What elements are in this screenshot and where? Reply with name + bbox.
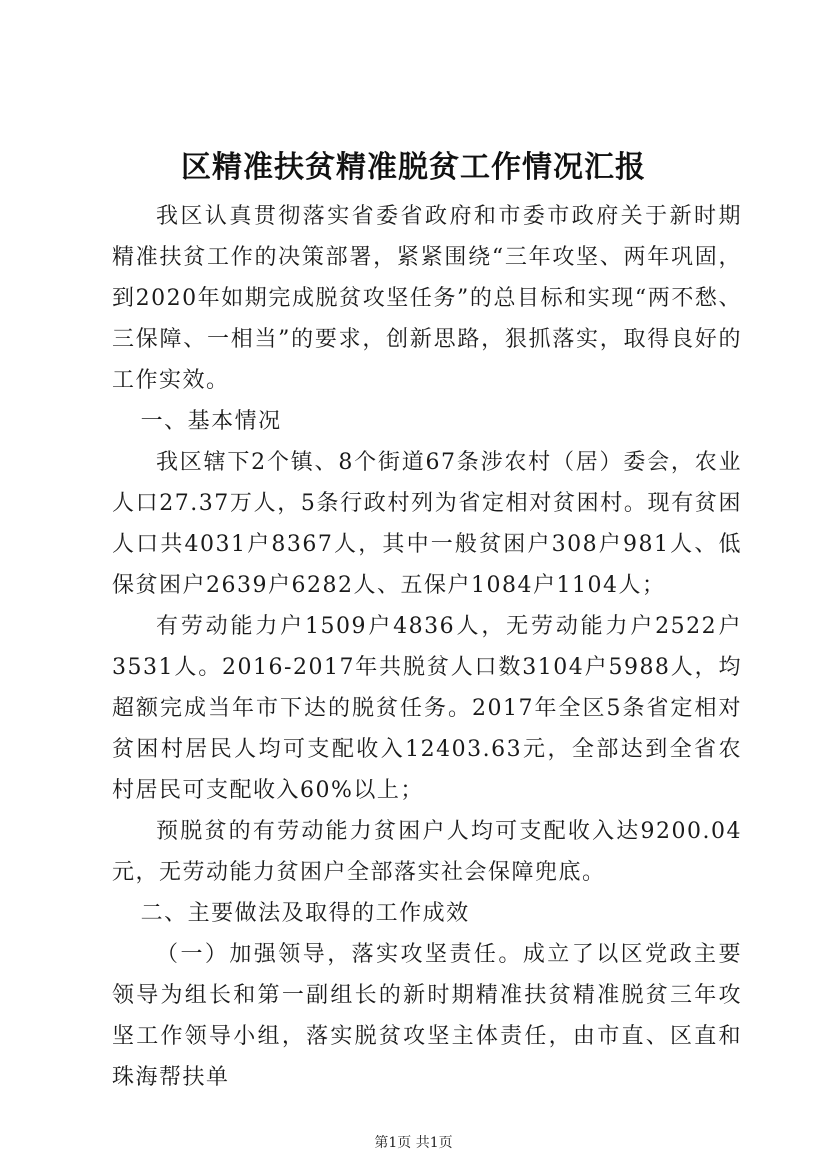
leadership-paragraph: （一）加强领导，落实攻坚责任。成立了以区党政主要领导为组长和第一副组长的新时期精准扶贫精准脱贫三年攻坚工作领导小组，落实脱贫攻坚主体责任，由市直、区直和珠海帮扶单 [112,942,742,1090]
intro-paragraph: 我区认真贯彻落实省委省政府和市委市政府关于新时期精准扶贫工作的决策部署，紧紧围绕“三年攻坚、两年巩固，到2020年如期完成脱贫攻坚任务”的总目标和实现“两不愁、三保障、一相当”的要求，创新思路，狠抓落实，取得良好的工作实效。 [112,204,742,393]
income-paragraph: 预脱贫的有劳动能力贫困户人均可支配收入达9200.04元，无劳动能力贫困户全部落实社会保障兜底。 [112,819,742,885]
basic-situation-paragraph: 我区辖下2个镇、8个街道67条涉农村（居）委会，农业人口27.37万人，5条行政村列为省定相对贫困村。现有贫困人口共4031户8367人，其中一般贫困户308户981人、低保贫困户2639户6282人、五保户1084户1104人； [112,450,742,598]
document-title: 区精准扶贫精准脱贫工作情况汇报 [181,150,646,185]
section-heading-main-practices: 二、主要做法及取得的工作成效 [140,901,470,926]
labor-capacity-paragraph: 有劳动能力户1509户4836人，无劳动能力户2522户3531人。2016-2017年共脱贫人口数3104户5988人，均超额完成当年市下达的脱贫任务。2017年全区5条省定相对贫困村居民人均可支配收入12403.63元，全部达到全省农村居民可支配收入60%以上； [112,614,742,803]
document-body [112,196,742,1098]
section-heading-basic-situation: 一、基本情况 [140,409,282,434]
page-footer: 第1页 共1页 [374,1135,453,1151]
